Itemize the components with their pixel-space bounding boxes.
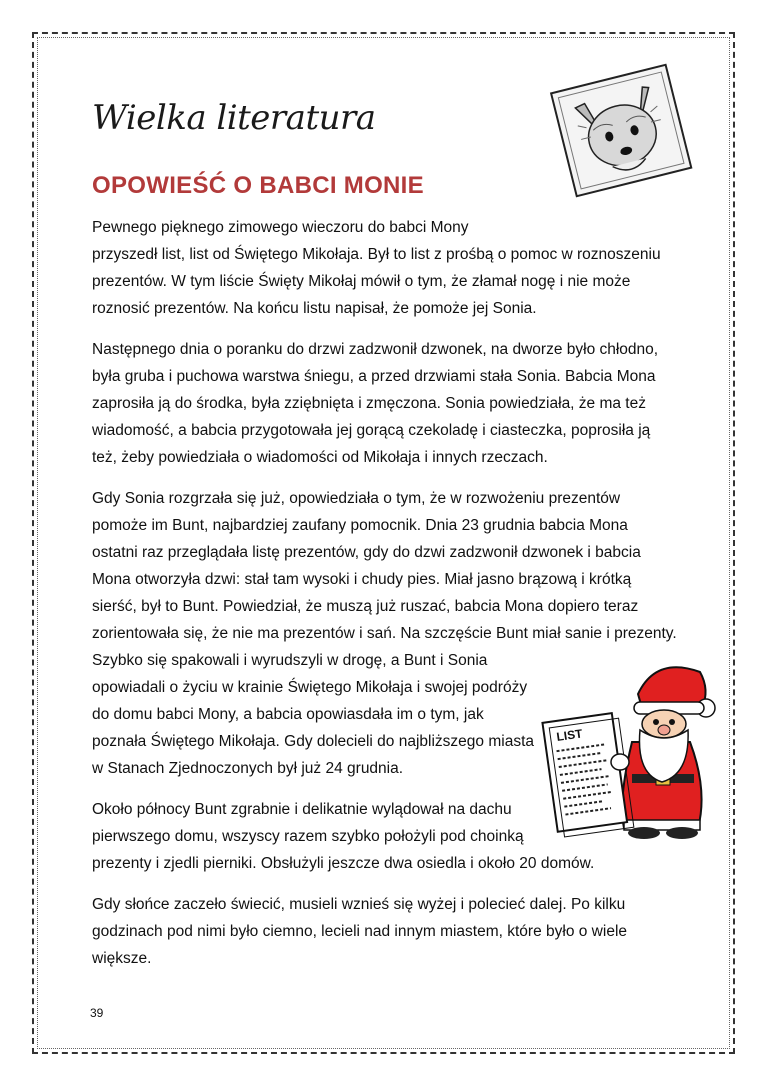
text-line: do domu babci Mony, a babcia opowiasdała im o tym, jak: [92, 706, 484, 723]
text-line: poznała Świętego Mikołaja. Gdy dolecieli do najbliższego miasta: [92, 733, 534, 750]
text-line: wiadomość, a babcia przygotowała jej gorącą czekoladę i ciasteczka, poprosiła ją: [92, 422, 651, 439]
text-line: Szybko się spakowali i wyrudszyli w drogę, a Bunt i Sonia: [92, 652, 488, 669]
text-line: zorientowała się, że nie ma prezentów i sań. Na szczęście Bunt miał sanie i prezenty.: [92, 625, 677, 642]
text-line: większe.: [92, 950, 152, 967]
text-line: w Stanach Zjednoczonych był już 24 grudnia.: [92, 760, 404, 777]
text-line: opowiadali o życiu w krainie Świętego Mikołaja i swojej podróży: [92, 679, 528, 696]
text-line: ostatni raz przeglądała listę prezentów, gdy do dzwi zadzwonił dzwonek i babcia: [92, 544, 641, 561]
story-title: OPOWIEŚĆ O BABCI MONIE: [92, 172, 424, 199]
text-line: prezentów. W tym liście Święty Mikołaj mówił o tym, że złamał nogę i nie może: [92, 273, 631, 290]
section-title: Wielka literatura: [92, 98, 376, 138]
text-line: Gdy słońce zaczeło świecić, musieli wznieś się wyżej i polecieć dalej. Po kilku: [92, 896, 626, 913]
page-number: 39: [90, 1006, 104, 1020]
text-line: zaprosiła ją do środka, była zziębnięta i zmęczona. Sonia powiedziała, że ma też: [92, 395, 646, 412]
text-line: Około północy Bunt zgrabnie i delikatnie wylądował na dachu: [92, 801, 512, 818]
text-line: też, żeby powiedziała o wiadomości od Mikołaja i innych rzeczach.: [92, 449, 548, 466]
list-label: LIST: [555, 726, 584, 744]
text-line: sierść, był to Bunt. Powiedział, że muszą już ruszać, babcia Mona dopiero teraz: [92, 598, 639, 615]
santa-illustration: [540, 650, 720, 840]
paragraph: [92, 336, 692, 471]
text-line: pomoże im Bunt, najbardziej zaufany pomocnik. Dnia 23 grudnia babcia Mona: [92, 517, 628, 534]
text-line: Pewnego pięknego zimowego wieczoru do babci Mony: [92, 219, 469, 236]
text-line: roznosić prezentów. Na końcu listu napisał, że pomoże jej Sonia.: [92, 300, 537, 317]
dog-illustration: [544, 60, 694, 200]
text-line: pierwszego domu, wszyscy razem szybko położyli pod choinką: [92, 828, 524, 845]
story-body: [92, 214, 692, 986]
paragraph: [92, 214, 692, 322]
paragraph: [92, 891, 692, 972]
text-line: godzinach pod nimi było ciemno, lecieli nad innym miastem, które było o wiele: [92, 923, 628, 940]
text-line: Gdy Sonia rozgrzała się już, opowiedziała o tym, że w rozwożeniu prezentów: [92, 490, 621, 507]
text-line: była gruba i puchowa warstwa śniegu, a przed drzwiami stała Sonia. Babcia Mona: [92, 368, 656, 385]
text-line: przyszedł list, list od Świętego Mikołaja. Był to list z prośbą o pomoc w roznoszeniu: [92, 246, 661, 263]
text-line: Następnego dnia o poranku do drzwi zadzwonił dzwonek, na dworze było chłodno,: [92, 341, 659, 358]
text-line: Mona otworzyła dzwi: stał tam wysoki i chudy pies. Miał jasno brązową i krótką: [92, 571, 632, 588]
text-line: prezenty i zjedli pierniki. Obsłużyli jeszcze dwa osiedla i około 20 domów.: [92, 855, 595, 872]
